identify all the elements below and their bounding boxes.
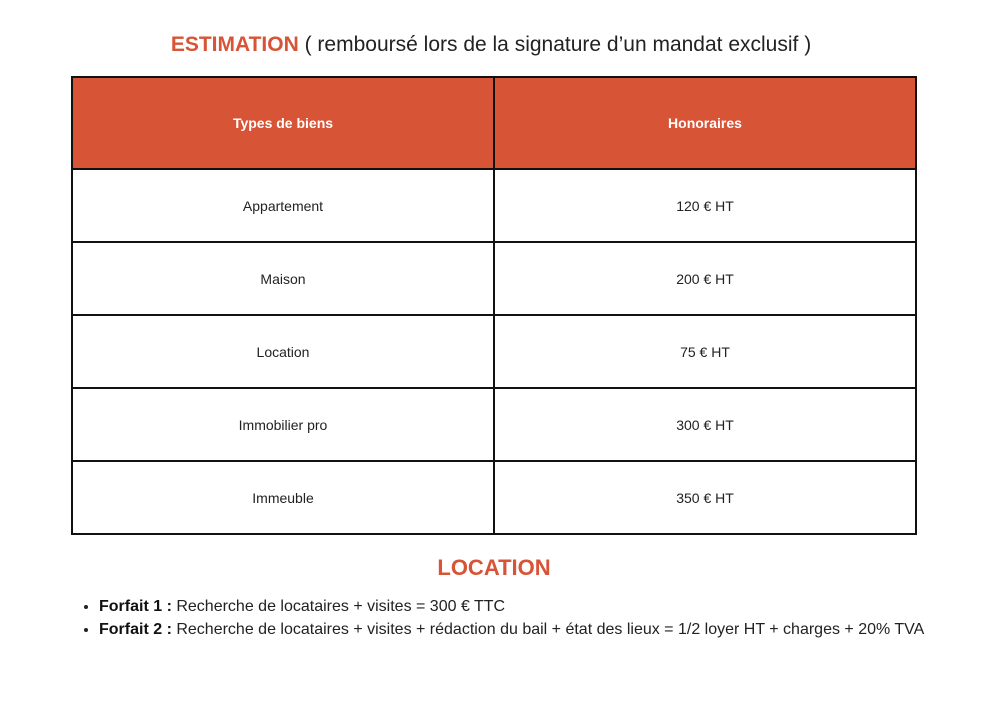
property-type-cell: Immeuble [72,461,494,534]
table-row [72,315,916,388]
estimation-table [71,76,917,535]
fee-cell: 350 € HT [494,461,916,534]
table-header-row [72,77,916,169]
property-type-cell: Maison [72,242,494,315]
property-type-cell: Appartement [72,169,494,242]
column-header-types: Types de biens [72,77,494,169]
table-row [72,461,916,534]
page-title [0,30,982,60]
plan-description: Recherche de locataires + visites = 300 € TTC [176,598,506,615]
fee-cell: 300 € HT [494,388,916,461]
table-row [72,169,916,242]
table-row [72,242,916,315]
list-item [99,595,939,618]
column-header-fees: Honoraires [494,77,916,169]
location-plans-list [80,595,939,641]
plan-label: Forfait 2 : [99,621,172,638]
plan-label: Forfait 1 : [99,598,172,615]
property-type-cell: Location [72,315,494,388]
fee-cell: 120 € HT [494,169,916,242]
fee-cell: 75 € HT [494,315,916,388]
title-subtitle: ( remboursé lors de la signature d’un mandat exclusif ) [304,33,812,56]
table-row [72,388,916,461]
location-section-title: LOCATION [437,555,551,580]
title-accent: ESTIMATION [170,33,299,56]
list-item [99,618,939,641]
fee-cell: 200 € HT [494,242,916,315]
plan-description: Recherche de locataires + visites + rédaction du bail + état des lieux = 1/2 loyer HT + charges + 20% TVA [176,621,925,638]
property-type-cell: Immobilier pro [72,388,494,461]
